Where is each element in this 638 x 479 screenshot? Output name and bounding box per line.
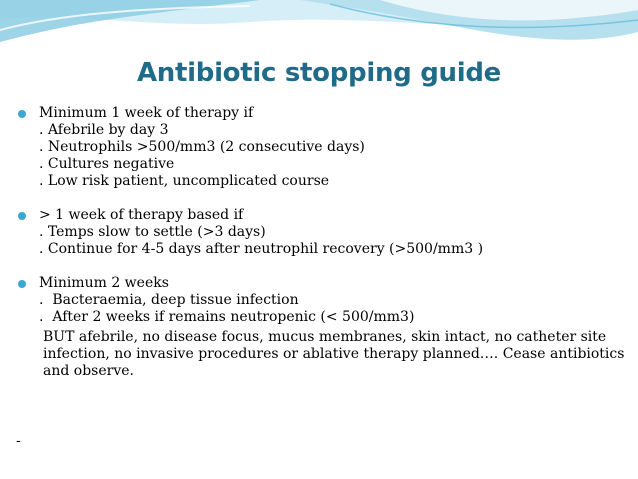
bullet-item — [16, 275, 626, 292]
bullet-text: > 1 week of therapy based if — [39, 207, 244, 223]
sub-item: . Bacteraemia, deep tissue infection — [39, 292, 299, 308]
bullet-item — [16, 207, 626, 224]
footer-dash: - — [16, 433, 21, 449]
slide-title: Antibiotic stopping guide — [136, 58, 502, 88]
note-paragraph: BUT afebrile, no disease focus, mucus membranes, skin intact, no catheter site infection, no invasive procedures or ablative therapy planned…. Cease antibiotics and observe. — [43, 329, 625, 379]
bullet-dot-icon — [18, 110, 26, 118]
bullet-text: Minimum 1 week of therapy if — [39, 105, 254, 121]
sub-item: . Cultures negative — [39, 156, 175, 172]
sub-item: . Afebrile by day 3 — [39, 122, 169, 138]
slide-content — [16, 105, 626, 397]
sub-item: . Continue for 4-5 days after neutrophil recovery (>500/mm3 ) — [39, 241, 484, 257]
bullet-item — [16, 105, 626, 122]
bullet-block-1 — [16, 105, 626, 190]
bullet-block-3 — [16, 275, 626, 380]
sub-item: . Neutrophils >500/mm3 (2 consecutive days) — [39, 139, 365, 155]
bullet-text: Minimum 2 weeks — [39, 275, 169, 291]
bullet-dot-icon — [18, 212, 26, 220]
bullet-block-2 — [16, 207, 626, 258]
sub-item: . After 2 weeks if remains neutropenic (< 500/mm3) — [39, 309, 415, 325]
sub-item: . Low risk patient, uncomplicated course — [39, 173, 330, 189]
bullet-dot-icon — [18, 280, 26, 288]
sub-item: . Temps slow to settle (>3 days) — [39, 224, 266, 240]
